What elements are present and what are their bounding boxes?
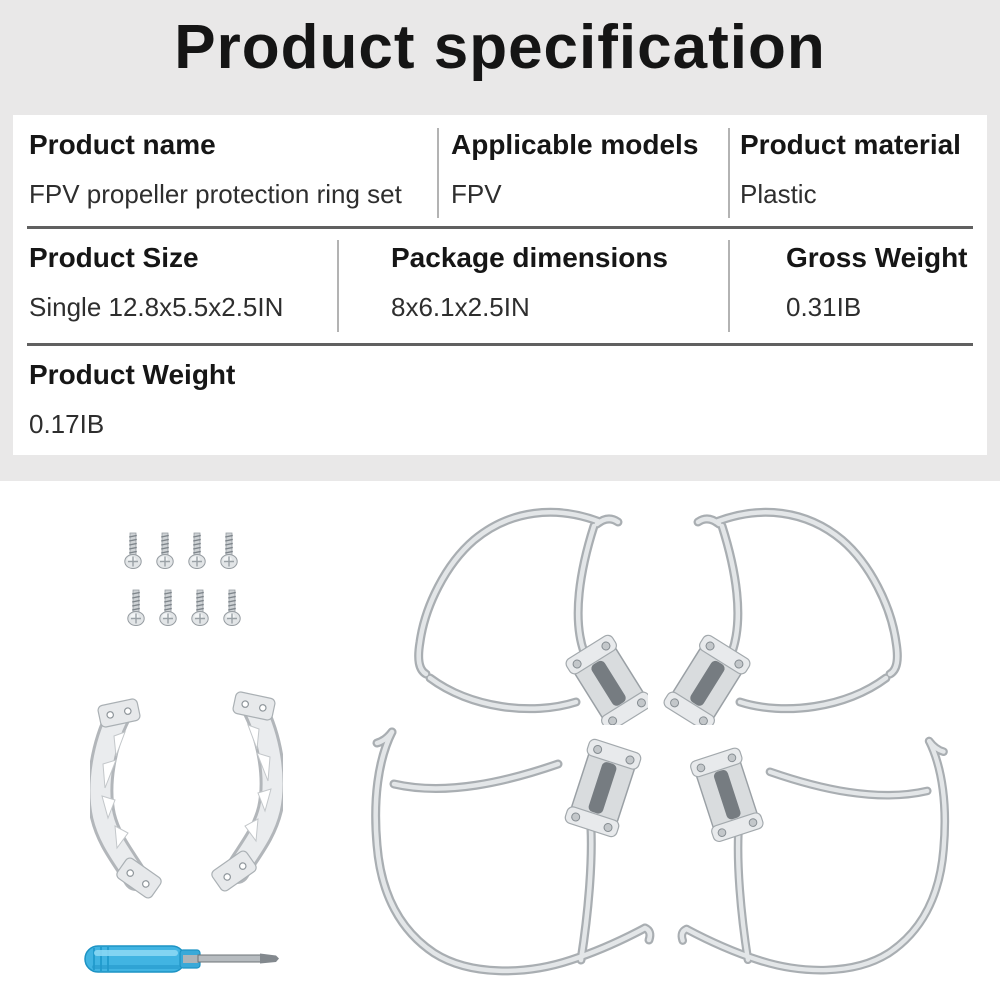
screw-image <box>189 587 212 627</box>
guard-top-left-image <box>408 500 648 725</box>
spec-value: Plastic <box>740 179 817 209</box>
spec-header-section <box>0 0 1000 481</box>
spec-label: Applicable models <box>451 129 699 160</box>
spec-value: 0.31IB <box>786 292 862 322</box>
spec-cell-gross-weight <box>728 228 987 345</box>
spec-value: FPV <box>451 179 502 209</box>
guard-top-right-image <box>662 500 914 725</box>
spec-cell-package-dimensions <box>337 228 728 345</box>
screw-image <box>122 530 145 570</box>
screw-image <box>218 530 241 570</box>
spec-cell-product-name <box>13 115 437 228</box>
screw-image <box>157 587 180 627</box>
spec-row-1 <box>13 115 987 228</box>
guard-bottom-right-image <box>676 726 956 994</box>
spec-label: Package dimensions <box>391 242 669 273</box>
spec-label: Product Size <box>29 242 199 273</box>
screw-image <box>186 530 209 570</box>
spec-label: Product material <box>740 129 961 160</box>
spec-value: 0.17IB <box>29 409 105 439</box>
bracket-right-image <box>198 689 283 894</box>
spec-label: Product name <box>29 129 216 160</box>
spec-cell-product-material <box>728 115 987 228</box>
spec-cell-product-weight <box>13 345 987 455</box>
parts-photo-section <box>0 481 1000 1000</box>
page-title: Product specification <box>174 13 826 82</box>
screw-image <box>125 587 148 627</box>
guard-bottom-left-image <box>364 718 656 994</box>
spec-row-2 <box>13 228 987 345</box>
spec-label: Product Weight <box>29 359 236 390</box>
spec-cell-applicable-models <box>437 115 728 228</box>
spec-label: Gross Weight <box>786 242 968 273</box>
spec-row-3 <box>13 345 987 455</box>
screw-image <box>221 587 244 627</box>
spec-value: FPV propeller protection ring set <box>29 179 402 209</box>
spec-table <box>13 115 987 455</box>
spec-value: 8x6.1x2.5IN <box>391 292 530 322</box>
bracket-left-image <box>90 696 175 901</box>
spec-cell-product-size <box>13 228 337 345</box>
spec-value: Single 12.8x5.5x2.5IN <box>29 292 284 322</box>
screw-image <box>154 530 177 570</box>
screwdriver-image <box>82 938 282 980</box>
